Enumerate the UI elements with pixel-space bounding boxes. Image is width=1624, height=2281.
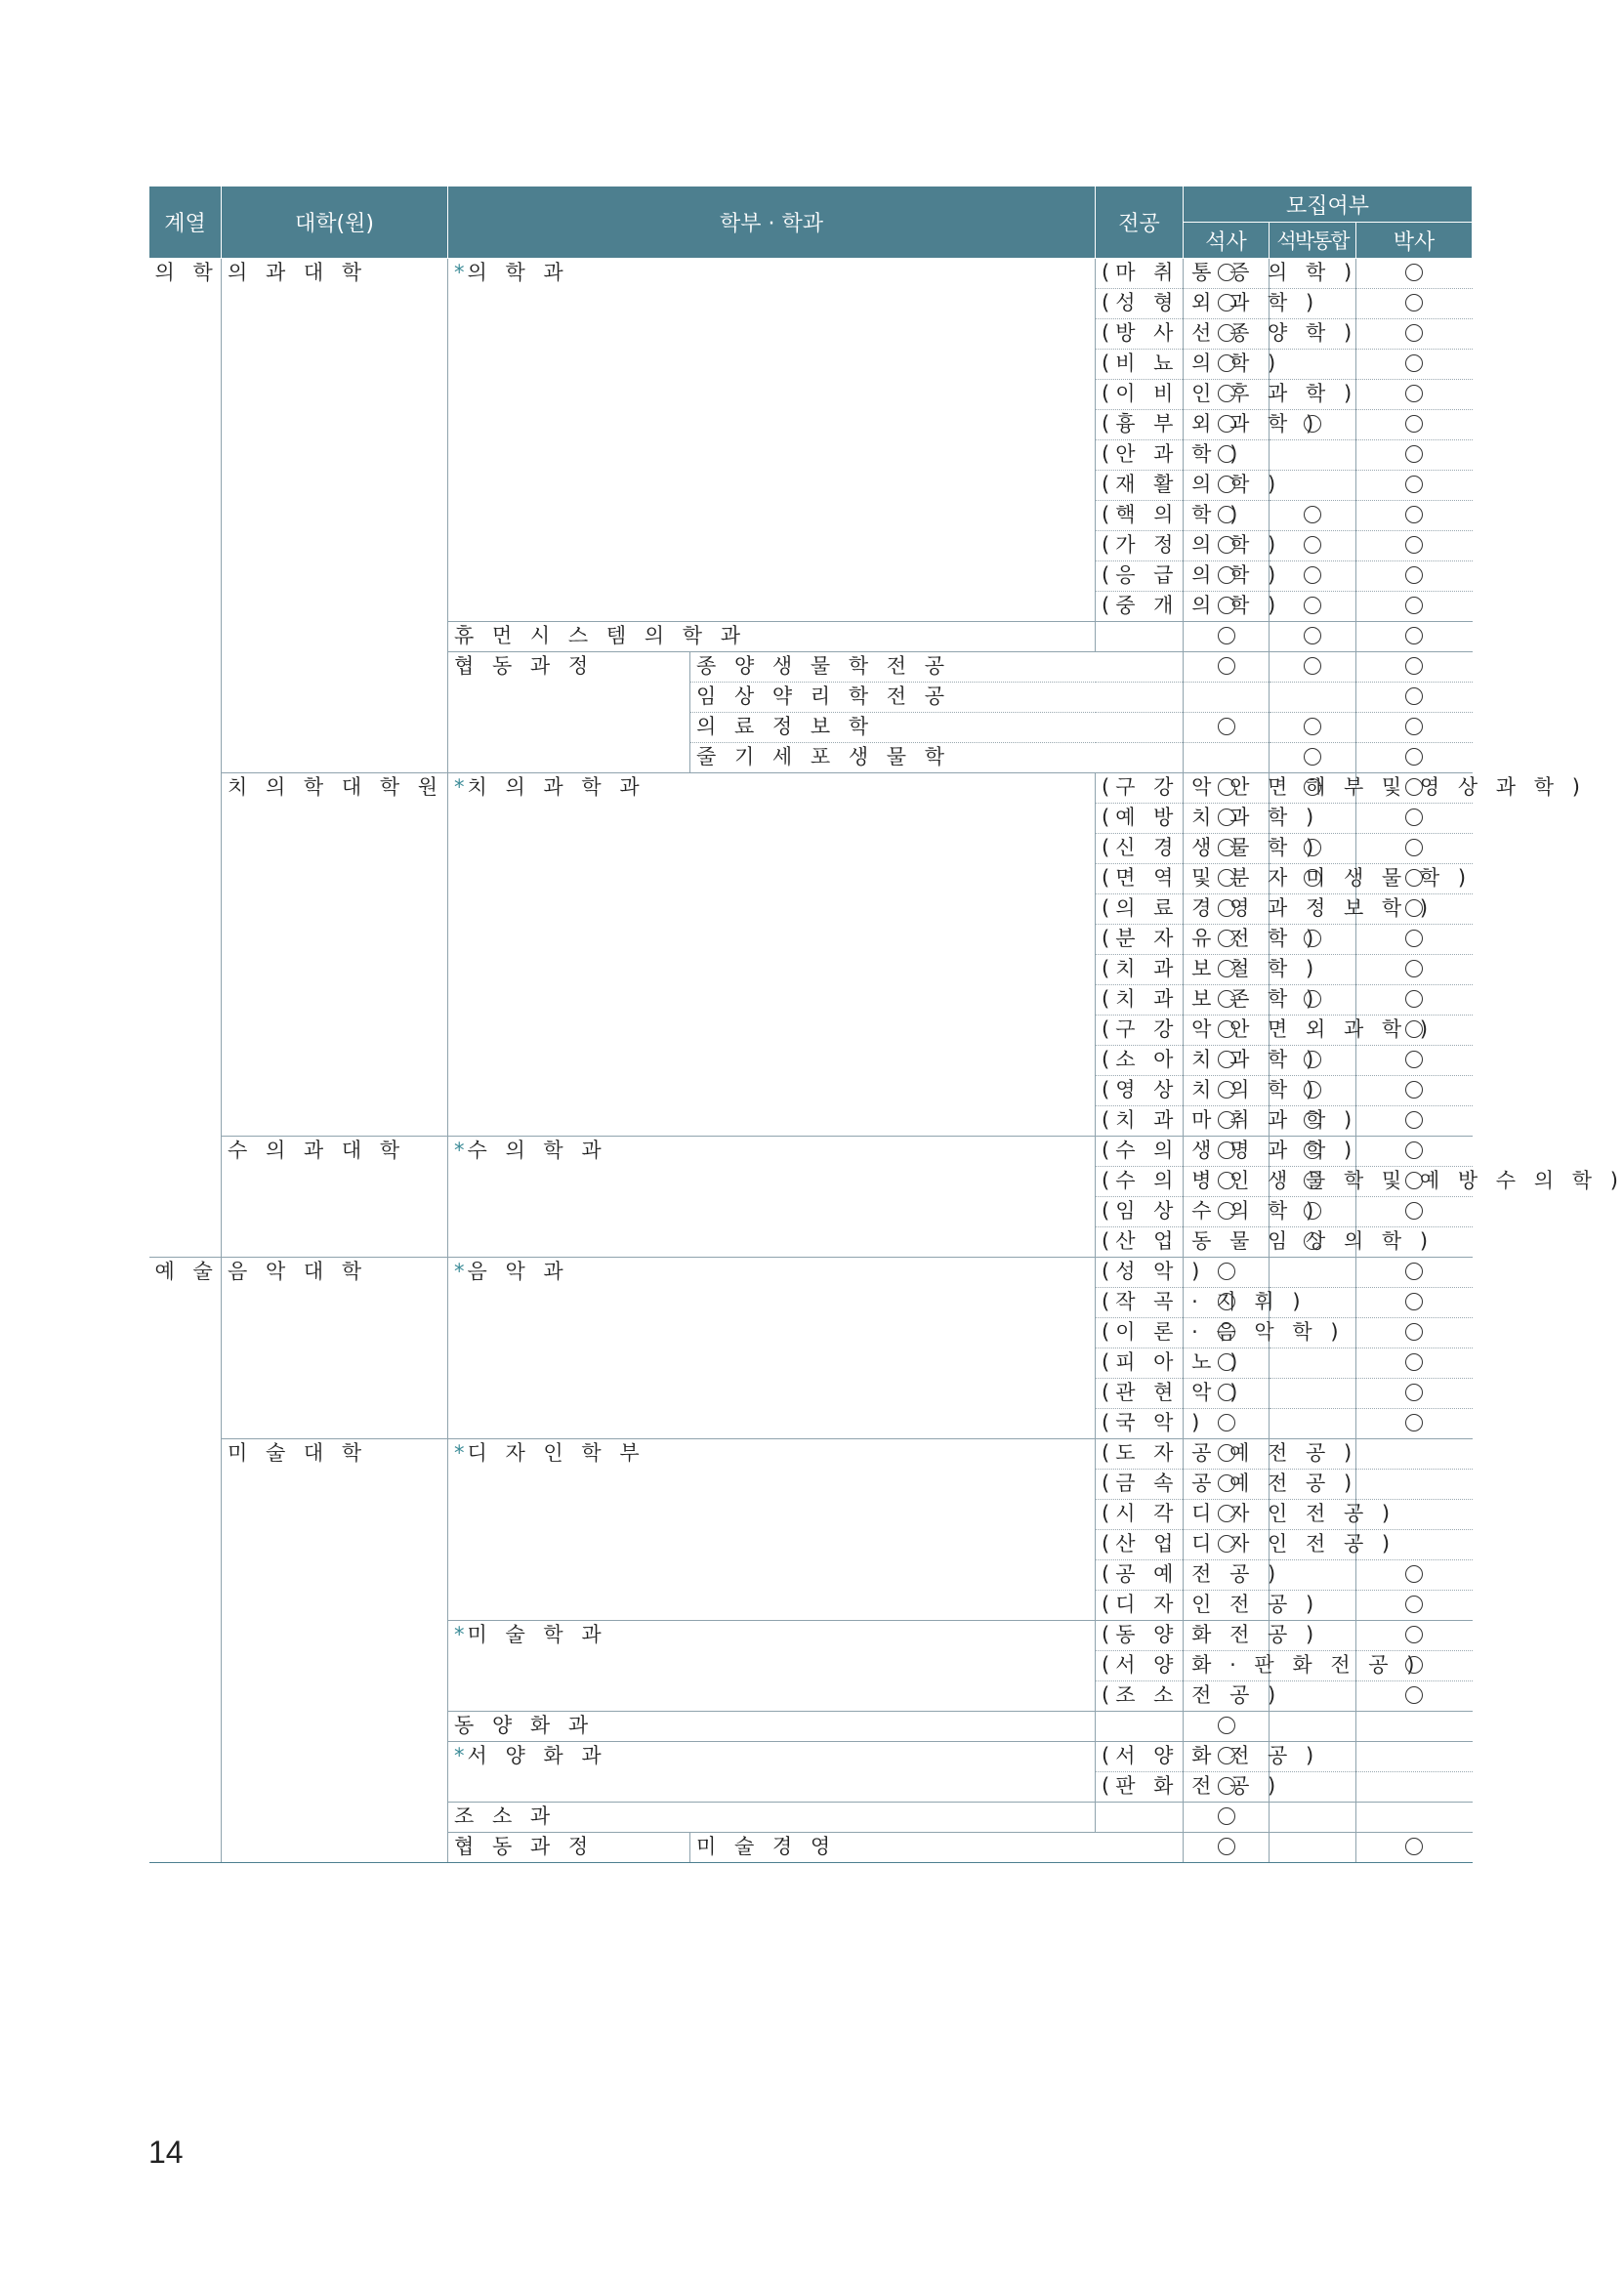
circle-mark-icon <box>1218 1777 1235 1795</box>
cooperative-major-cell: 임 상 약 리 학 전 공 <box>690 683 1184 713</box>
circle-mark-icon <box>1218 960 1235 977</box>
circle-mark-icon <box>1304 1172 1321 1189</box>
circle-mark-icon <box>1218 1141 1235 1159</box>
department-name: 서 양 화 과 <box>467 1744 607 1767</box>
circle-mark-icon <box>1405 960 1423 977</box>
table-header <box>149 187 1473 259</box>
recruitment-table <box>148 186 1624 1863</box>
major-cell: (안 과 학 ) <box>1096 440 1184 471</box>
table-body <box>149 259 1624 1863</box>
integrated-cell <box>1270 592 1356 622</box>
circle-mark-icon <box>1405 1384 1423 1401</box>
major-cell: (응 급 의 학 ) <box>1096 561 1184 592</box>
circle-mark-icon <box>1405 597 1423 614</box>
doctoral-cell <box>1356 1106 1473 1137</box>
circle-mark-icon <box>1304 778 1321 796</box>
circle-mark-icon <box>1218 1717 1235 1734</box>
department-cell <box>448 259 1096 622</box>
major-cell: (도 자 공 예 전 공 ) <box>1096 1439 1184 1470</box>
circle-mark-icon <box>1218 1111 1235 1129</box>
integrated-cell <box>1270 1681 1356 1712</box>
doctoral-cell <box>1356 683 1473 713</box>
circle-mark-icon <box>1218 809 1235 826</box>
circle-mark-icon <box>1218 597 1235 614</box>
circle-mark-icon <box>1405 839 1423 856</box>
doctoral-cell <box>1356 1288 1473 1318</box>
circle-mark-icon <box>1304 748 1321 766</box>
integrated-cell <box>1270 652 1356 683</box>
asterisk-mark: * <box>454 1441 465 1465</box>
major-cell: (피 아 노 ) <box>1096 1348 1184 1379</box>
circle-mark-icon <box>1218 657 1235 675</box>
circle-mark-icon <box>1218 566 1235 584</box>
doctoral-cell <box>1356 1318 1473 1348</box>
doctoral-cell <box>1356 1712 1473 1742</box>
circle-mark-icon <box>1405 899 1423 917</box>
doctoral-cell <box>1356 1379 1473 1409</box>
circle-mark-icon <box>1405 748 1423 766</box>
header-masters: 석사 <box>1184 223 1270 259</box>
circle-mark-icon <box>1405 354 1423 372</box>
integrated-cell <box>1270 1712 1356 1742</box>
doctoral-cell <box>1356 713 1473 743</box>
circle-mark-icon <box>1218 476 1235 493</box>
department-cell <box>448 1742 1096 1803</box>
circle-mark-icon <box>1405 1686 1423 1704</box>
department-name: 의 학 과 <box>467 261 569 284</box>
circle-mark-icon <box>1405 627 1423 644</box>
circle-mark-icon <box>1405 445 1423 463</box>
major-cell <box>1096 1803 1184 1833</box>
doctoral-cell <box>1356 592 1473 622</box>
masters-cell <box>1184 622 1270 652</box>
major-cell: (마 취 통 증 의 학 ) <box>1096 259 1184 289</box>
circle-mark-icon <box>1218 415 1235 433</box>
doctoral-cell <box>1356 1470 1473 1500</box>
department-cell <box>448 1712 1096 1742</box>
integrated-cell <box>1270 561 1356 592</box>
circle-mark-icon <box>1405 1626 1423 1643</box>
category-cell: 의 학 <box>149 259 222 1258</box>
circle-mark-icon <box>1218 264 1235 281</box>
circle-mark-icon <box>1218 536 1235 554</box>
masters-cell <box>1184 652 1270 683</box>
circle-mark-icon <box>1405 1020 1423 1038</box>
doctoral-cell <box>1356 319 1473 350</box>
integrated-cell <box>1270 1258 1356 1288</box>
circle-mark-icon <box>1304 869 1321 887</box>
circle-mark-icon <box>1218 1172 1235 1189</box>
major-cell: (재 활 의 학 ) <box>1096 471 1184 501</box>
integrated-cell <box>1270 471 1356 501</box>
circle-mark-icon <box>1218 1414 1235 1431</box>
cooperative-major-cell: 의 료 정 보 학 <box>690 713 1184 743</box>
circle-mark-icon <box>1405 687 1423 705</box>
doctoral-cell <box>1356 471 1473 501</box>
integrated-cell <box>1270 1803 1356 1833</box>
major-cell: (치 과 보 존 학 ) <box>1096 985 1184 1016</box>
doctoral-cell <box>1356 1258 1473 1288</box>
circle-mark-icon <box>1304 506 1321 523</box>
header-college: 대학(원) <box>222 187 448 259</box>
circle-mark-icon <box>1218 1051 1235 1068</box>
doctoral-cell <box>1356 1803 1473 1833</box>
doctoral-cell <box>1356 1772 1473 1803</box>
circle-mark-icon <box>1405 1263 1423 1280</box>
major-cell: (이 론 · 음 악 학 ) <box>1096 1318 1184 1348</box>
doctoral-cell <box>1356 1348 1473 1379</box>
doctoral-cell <box>1356 1439 1473 1470</box>
circle-mark-icon <box>1405 869 1423 887</box>
major-cell: (의 료 경 영 과 정 보 학 ) <box>1096 894 1184 925</box>
major-cell: (판 화 전 공 ) <box>1096 1772 1184 1803</box>
major-cell: (구 강 악 안 면 외 과 학 ) <box>1096 1016 1184 1046</box>
circle-mark-icon <box>1218 1081 1235 1099</box>
department-cell <box>448 622 1096 652</box>
category-cell: 예 술 <box>149 1258 222 1863</box>
major-cell: (이 비 인 후 과 학 ) <box>1096 380 1184 410</box>
circle-mark-icon <box>1218 1263 1235 1280</box>
major-cell: (비 뇨 의 학 ) <box>1096 350 1184 380</box>
major-cell: (동 양 화 전 공 ) <box>1096 1621 1184 1651</box>
major-cell: (영 상 치 의 학 ) <box>1096 1076 1184 1106</box>
circle-mark-icon <box>1405 718 1423 735</box>
circle-mark-icon <box>1405 990 1423 1008</box>
circle-mark-icon <box>1218 1202 1235 1220</box>
asterisk-mark: * <box>454 261 465 284</box>
doctoral-cell <box>1356 1742 1473 1772</box>
department-cell <box>448 1621 1096 1712</box>
asterisk-mark: * <box>454 1744 465 1767</box>
asterisk-mark: * <box>454 1139 465 1162</box>
circle-mark-icon <box>1304 566 1321 584</box>
circle-mark-icon <box>1405 536 1423 554</box>
doctoral-cell <box>1356 561 1473 592</box>
integrated-cell <box>1270 743 1356 773</box>
major-cell: (성 악 ) <box>1096 1258 1184 1288</box>
circle-mark-icon <box>1405 1414 1423 1431</box>
major-cell: (소 아 치 과 학 ) <box>1096 1046 1184 1076</box>
integrated-cell <box>1270 683 1356 713</box>
college-cell: 의 과 대 학 <box>222 259 448 773</box>
major-cell: (가 정 의 학 ) <box>1096 531 1184 561</box>
circle-mark-icon <box>1304 839 1321 856</box>
masters-cell <box>1184 1712 1270 1742</box>
integrated-cell <box>1270 350 1356 380</box>
department-name: 미 술 학 과 <box>467 1623 607 1646</box>
circle-mark-icon <box>1304 990 1321 1008</box>
major-cell: (흉 부 외 과 학 ) <box>1096 410 1184 440</box>
cooperative-major-cell: 줄 기 세 포 생 물 학 <box>690 743 1184 773</box>
doctoral-cell <box>1356 501 1473 531</box>
major-cell: (치 과 보 철 학 ) <box>1096 955 1184 985</box>
circle-mark-icon <box>1405 1596 1423 1613</box>
asterisk-mark: * <box>454 1623 465 1646</box>
major-cell: (국 악 ) <box>1096 1409 1184 1439</box>
major-cell: (구 강 악 안 면 해 부 및 영 상 과 학 ) <box>1096 773 1184 804</box>
major-cell: (디 자 인 전 공 ) <box>1096 1591 1184 1621</box>
integrated-cell <box>1270 1772 1356 1803</box>
college-cell: 수 의 과 대 학 <box>222 1137 448 1258</box>
department-name: 수 의 학 과 <box>467 1139 607 1162</box>
major-cell: (산 업 동 물 임 상 의 학 ) <box>1096 1227 1184 1258</box>
circle-mark-icon <box>1218 1020 1235 1038</box>
major-cell <box>1096 622 1184 652</box>
major-cell: (수 의 병 인 생 물 학 및 예 방 수 의 학 ) <box>1096 1167 1184 1197</box>
doctoral-cell <box>1356 1137 1473 1167</box>
integrated-cell <box>1270 531 1356 561</box>
major-cell: (작 곡 · 지 휘 ) <box>1096 1288 1184 1318</box>
college-cell: 미 술 대 학 <box>222 1439 448 1863</box>
table-row <box>149 1137 1473 1167</box>
circle-mark-icon <box>1218 1505 1235 1522</box>
circle-mark-icon <box>1405 930 1423 947</box>
doctoral-cell <box>1356 440 1473 471</box>
circle-mark-icon <box>1405 1353 1423 1371</box>
college-cell: 음 악 대 학 <box>222 1258 448 1439</box>
circle-mark-icon <box>1405 1081 1423 1099</box>
major-cell: (분 자 유 전 학 ) <box>1096 925 1184 955</box>
header-department: 학부 · 학과 <box>448 187 1096 259</box>
circle-mark-icon <box>1405 294 1423 311</box>
major-cell: (성 형 외 과 학 ) <box>1096 289 1184 319</box>
table-row <box>149 773 1473 804</box>
header-category: 계열 <box>149 187 222 259</box>
doctoral-cell <box>1356 1197 1473 1227</box>
doctoral-cell <box>1356 834 1473 864</box>
department-cell <box>448 652 690 773</box>
department-cell <box>448 1258 1096 1439</box>
circle-mark-icon <box>1304 597 1321 614</box>
doctoral-cell <box>1356 350 1473 380</box>
masters-cell <box>1184 683 1270 713</box>
circle-mark-icon <box>1218 627 1235 644</box>
circle-mark-icon <box>1405 657 1423 675</box>
doctoral-cell <box>1356 743 1473 773</box>
department-cell <box>448 1137 1096 1258</box>
major-cell: (관 현 악 ) <box>1096 1379 1184 1409</box>
major-cell: (금 속 공 예 전 공 ) <box>1096 1470 1184 1500</box>
circle-mark-icon <box>1218 385 1235 402</box>
circle-mark-icon <box>1304 718 1321 735</box>
doctoral-cell <box>1356 955 1473 985</box>
major-cell: (방 사 선 종 양 학 ) <box>1096 319 1184 350</box>
circle-mark-icon <box>1218 899 1235 917</box>
department-name: 디 자 인 학 부 <box>467 1441 645 1465</box>
major-cell: (조 소 전 공 ) <box>1096 1681 1184 1712</box>
circle-mark-icon <box>1405 476 1423 493</box>
circle-mark-icon <box>1405 778 1423 796</box>
integrated-cell <box>1270 622 1356 652</box>
recruitment-table-page <box>148 186 1624 1863</box>
major-cell: (치 과 마 취 과 학 ) <box>1096 1106 1184 1137</box>
circle-mark-icon <box>1218 294 1235 311</box>
table-row <box>149 1439 1473 1470</box>
circle-mark-icon <box>1218 1838 1235 1855</box>
department-name: 조 소 과 <box>454 1804 557 1828</box>
major-cell: (신 경 생 물 학 ) <box>1096 834 1184 864</box>
integrated-cell <box>1270 1379 1356 1409</box>
circle-mark-icon <box>1218 1535 1235 1553</box>
circle-mark-icon <box>1405 506 1423 523</box>
asterisk-mark: * <box>454 775 465 799</box>
circle-mark-icon <box>1304 1051 1321 1068</box>
integrated-cell <box>1270 1409 1356 1439</box>
doctoral-cell <box>1356 1681 1473 1712</box>
header-doctoral: 박사 <box>1356 223 1473 259</box>
department-name: 휴 먼 시 스 템 의 학 과 <box>454 624 747 647</box>
circle-mark-icon <box>1405 1656 1423 1674</box>
department-cell <box>448 1833 690 1863</box>
circle-mark-icon <box>1304 1232 1321 1250</box>
department-name: 음 악 과 <box>467 1260 569 1283</box>
major-cell: (공 예 전 공 ) <box>1096 1560 1184 1591</box>
college-cell: 치 의 학 대 학 원 <box>222 773 448 1137</box>
circle-mark-icon <box>1405 324 1423 342</box>
circle-mark-icon <box>1405 415 1423 433</box>
masters-cell <box>1184 743 1270 773</box>
doctoral-cell <box>1356 1833 1473 1863</box>
header-integrated: 석박통합 <box>1270 223 1356 259</box>
department-name: 치 의 과 학 과 <box>467 775 645 799</box>
doctoral-cell <box>1356 289 1473 319</box>
doctoral-cell <box>1356 804 1473 834</box>
major-cell: (핵 의 학 ) <box>1096 501 1184 531</box>
department-name: 협 동 과 정 <box>454 1835 595 1858</box>
doctoral-cell <box>1356 531 1473 561</box>
integrated-cell <box>1270 440 1356 471</box>
circle-mark-icon <box>1405 1293 1423 1310</box>
doctoral-cell <box>1356 1076 1473 1106</box>
circle-mark-icon <box>1304 1202 1321 1220</box>
doctoral-cell <box>1356 1621 1473 1651</box>
circle-mark-icon <box>1405 385 1423 402</box>
circle-mark-icon <box>1218 778 1235 796</box>
major-cell: (예 방 치 과 학 ) <box>1096 804 1184 834</box>
circle-mark-icon <box>1405 1172 1423 1189</box>
major-cell <box>1096 1712 1184 1742</box>
circle-mark-icon <box>1405 264 1423 281</box>
major-cell: (서 양 화 · 판 화 전 공 ) <box>1096 1651 1184 1681</box>
circle-mark-icon <box>1218 1353 1235 1371</box>
masters-cell <box>1184 1833 1270 1863</box>
circle-mark-icon <box>1405 1565 1423 1583</box>
department-cell <box>448 773 1096 1137</box>
circle-mark-icon <box>1304 536 1321 554</box>
circle-mark-icon <box>1304 930 1321 947</box>
cooperative-major-cell: 종 양 생 물 학 전 공 <box>690 652 1184 683</box>
circle-mark-icon <box>1218 1474 1235 1492</box>
doctoral-cell <box>1356 380 1473 410</box>
circle-mark-icon <box>1405 809 1423 826</box>
integrated-cell <box>1270 1348 1356 1379</box>
circle-mark-icon <box>1218 718 1235 735</box>
circle-mark-icon <box>1405 1323 1423 1341</box>
circle-mark-icon <box>1218 1444 1235 1462</box>
integrated-cell <box>1270 1833 1356 1863</box>
circle-mark-icon <box>1405 1051 1423 1068</box>
circle-mark-icon <box>1405 1838 1423 1855</box>
circle-mark-icon <box>1304 415 1321 433</box>
circle-mark-icon <box>1218 445 1235 463</box>
major-cell: (시 각 디 자 인 전 공 ) <box>1096 1500 1184 1530</box>
circle-mark-icon <box>1218 506 1235 523</box>
doctoral-cell <box>1356 1046 1473 1076</box>
doctoral-cell <box>1356 925 1473 955</box>
major-cell: (수 의 생 명 과 학 ) <box>1096 1137 1184 1167</box>
circle-mark-icon <box>1218 1747 1235 1764</box>
circle-mark-icon <box>1218 1323 1235 1341</box>
doctoral-cell <box>1356 259 1473 289</box>
integrated-cell <box>1270 713 1356 743</box>
department-cell <box>448 1803 1096 1833</box>
circle-mark-icon <box>1218 1384 1235 1401</box>
masters-cell <box>1184 1803 1270 1833</box>
major-cell: (서 양 화 전 공 ) <box>1096 1742 1184 1772</box>
circle-mark-icon <box>1405 566 1423 584</box>
header-recruitment: 모집여부 <box>1184 187 1473 223</box>
circle-mark-icon <box>1218 930 1235 947</box>
circle-mark-icon <box>1405 1202 1423 1220</box>
doctoral-cell <box>1356 652 1473 683</box>
doctoral-cell <box>1356 1409 1473 1439</box>
integrated-cell <box>1270 501 1356 531</box>
circle-mark-icon <box>1218 839 1235 856</box>
asterisk-mark: * <box>454 1260 465 1283</box>
table-row <box>149 1258 1473 1288</box>
doctoral-cell <box>1356 1591 1473 1621</box>
circle-mark-icon <box>1304 627 1321 644</box>
doctoral-cell <box>1356 410 1473 440</box>
circle-mark-icon <box>1218 324 1235 342</box>
circle-mark-icon <box>1218 354 1235 372</box>
cooperative-major-cell: 미 술 경 영 <box>690 1833 1184 1863</box>
circle-mark-icon <box>1304 657 1321 675</box>
circle-mark-icon <box>1405 1141 1423 1159</box>
circle-mark-icon <box>1304 1111 1321 1129</box>
department-name: 협 동 과 정 <box>454 654 595 678</box>
major-cell: (중 개 의 학 ) <box>1096 592 1184 622</box>
circle-mark-icon <box>1218 1807 1235 1825</box>
doctoral-cell <box>1356 1560 1473 1591</box>
page-number: 14 <box>148 2135 184 2170</box>
circle-mark-icon <box>1218 990 1235 1008</box>
major-cell: (산 업 디 자 인 전 공 ) <box>1096 1530 1184 1560</box>
department-cell <box>448 1439 1096 1621</box>
circle-mark-icon <box>1304 1141 1321 1159</box>
department-name: 동 양 화 과 <box>454 1714 595 1737</box>
integrated-cell <box>1270 1560 1356 1591</box>
masters-cell <box>1184 713 1270 743</box>
circle-mark-icon <box>1218 869 1235 887</box>
circle-mark-icon <box>1304 1081 1321 1099</box>
doctoral-cell <box>1356 985 1473 1016</box>
major-cell: (임 상 수 의 학 ) <box>1096 1197 1184 1227</box>
doctoral-cell <box>1356 622 1473 652</box>
circle-mark-icon <box>1218 1293 1235 1310</box>
circle-mark-icon <box>1405 1111 1423 1129</box>
table-row <box>149 259 1473 289</box>
major-cell: (면 역 및 분 자 미 생 물 학 ) <box>1096 864 1184 894</box>
header-major: 전공 <box>1096 187 1184 259</box>
